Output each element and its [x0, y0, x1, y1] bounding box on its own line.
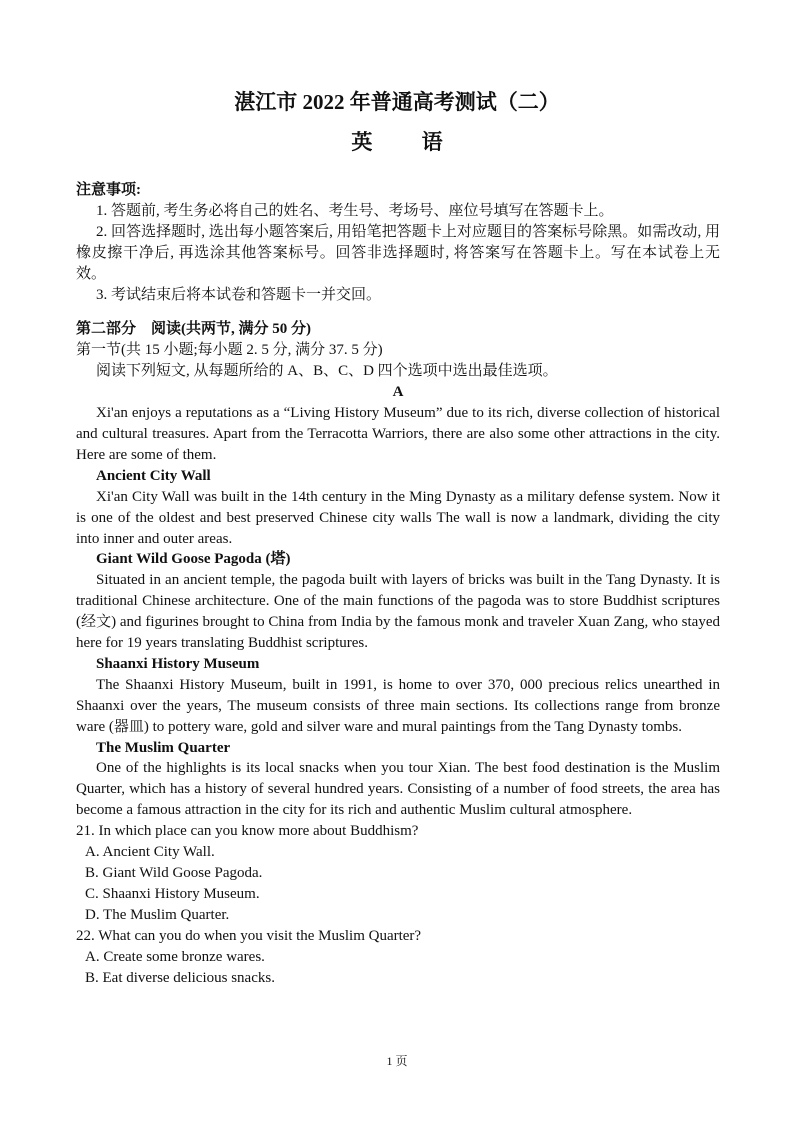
subsection-heading: Ancient City Wall — [96, 467, 211, 484]
section-heading: 第一节(共 15 小题;每小题 2. 5 分, 满分 37. 5 分) — [76, 342, 383, 359]
passage-label: A — [392, 384, 404, 401]
spacer — [76, 305, 720, 319]
subsection-text: One of the highlights is its local snacks when you tour Xian. The best food destination is the Muslim Quarter, which has a history of several hundred years. Consisting of a number of food streets, the area has become a famous attraction in the city for its rich and authentic Muslim cultural atmosphere. — [76, 760, 720, 819]
subsection-text: Situated in an ancient temple, the pagoda built with layers of bricks was built in the Tang Dynasty. It is traditional Chinese architecture. One of the main functions of the pagoda was to store Buddhist scriptures (经文) and figurines brought to China from India by the famous monk and traveler Xuan Zang, who stayed here for 19 years translating Buddhist scriptures. — [76, 572, 720, 652]
exam-title: 湛江市 2022 年普通高考测试（二） — [234, 90, 560, 114]
part-heading: 第二部分 阅读(共两节, 满分 50 分) — [76, 321, 311, 338]
subject-title: 英 语 — [351, 130, 465, 154]
question-option: A. Ancient City Wall. — [85, 844, 215, 861]
question-option: C. Shaanxi History Museum. — [85, 885, 260, 902]
question-option: A. Create some bronze wares. — [85, 948, 265, 965]
subsection-heading: Shaanxi History Museum — [96, 655, 260, 672]
question-option: D. The Muslim Quarter. — [85, 906, 230, 923]
note-item: 3. 考试结束后将本试卷和答题卡一并交回。 — [96, 286, 382, 303]
note-item: 1. 答题前, 考生务必将自己的姓名、考生号、考场号、座位号填写在答题卡上。 — [96, 202, 614, 219]
question-option: B. Giant Wild Goose Pagoda. — [85, 865, 263, 881]
question-stem: 22. What can you do when you visit the Muslim Quarter? — [76, 927, 422, 944]
note-item: 2. 回答选择题时, 选出每小题答案后, 用铅笔把答题卡上对应题目的答案标号除黑。如需改动, 用橡皮擦干净后, 再选涂其他答案标号。回答非选择题时, 将答案写在答题卡上。写在本试卷上无效。 — [76, 223, 720, 282]
subsection-text: Xi'an City Wall was built in the 14th century in the Ming Dynasty as a military defense system. Now it is one of the oldest and best preserved Chinese city walls The wall is now a landmark, dividing the city into inner and outer areas. — [76, 488, 720, 547]
subsection-text: The Shaanxi History Museum, built in 1991, is home to over 370, 000 precious relics unearthed in Shaanxi over the years, The museum consists of three main sections. Its collections range from bronze ware (器皿) to pottery ware, gold and silver ware and mural paintings from the Tang Dynasty tombs. — [76, 676, 720, 735]
question-option: B. Eat diverse delicious snacks. — [85, 969, 275, 986]
passage-intro: Xi'an enjoys a reputations as a “Living History Museum” due to its rich, diverse collection of historical and cultural treasures. Apart from the Terracotta Warriors, there are also some other attractions in the city. Here are some of them. — [76, 405, 720, 463]
page-body — [76, 180, 720, 988]
page-number: 1 页 — [386, 1054, 408, 1068]
section-instruction: 阅读下列短文, 从每题所给的 A、B、C、D 四个选项中选出最佳选项。 — [96, 363, 558, 380]
question-stem: 21. In which place can you know more about Buddhism? — [76, 823, 419, 840]
subsection-heading: Giant Wild Goose Pagoda (塔) — [96, 551, 291, 568]
subsection-heading: The Muslim Quarter — [96, 739, 231, 756]
notes-heading: 注意事项: — [76, 182, 141, 198]
